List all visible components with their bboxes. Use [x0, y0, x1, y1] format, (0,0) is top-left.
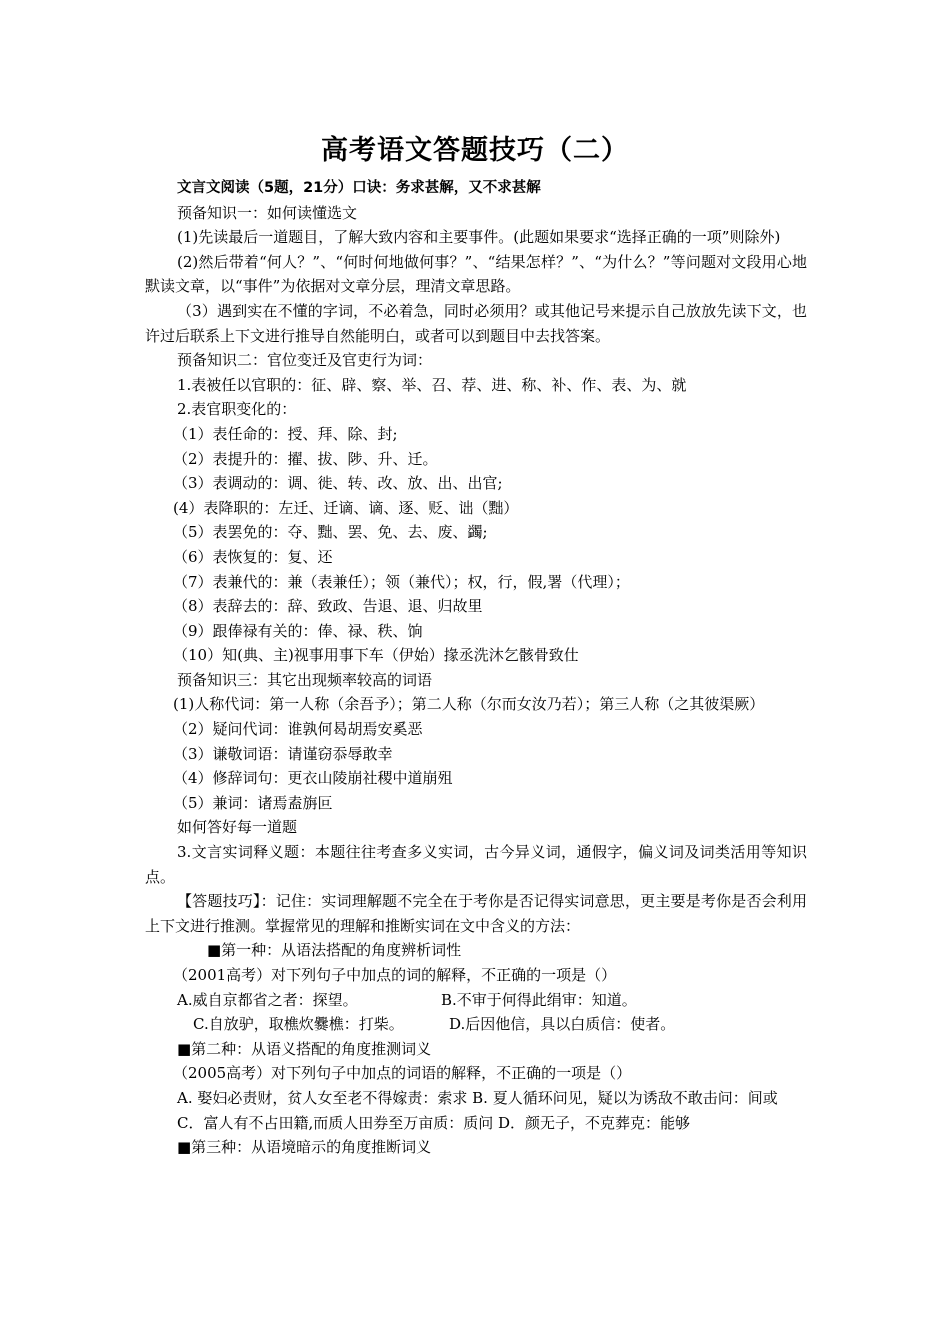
paragraph: 2.表官职变化的： — [177, 400, 297, 419]
question-stem: （2001高考）对下列句子中加点的词的解释，不正确的一项是（） — [173, 966, 617, 984]
options-row — [145, 1012, 807, 1037]
list-item: （6）表恢复的：复、还 — [173, 547, 333, 566]
paragraph: 【答题技巧】：记住：实词理解题不完全在于考你是否记得实词意思，更主要是考你是否会利用上下文进行推测。掌握常见的理解和推断实词在文中含义的方法： — [145, 892, 807, 935]
paragraph: 1.表被任以官职的：征、辟、察、举、召、荐、进、称、补、作、表、为、就 — [177, 375, 687, 394]
list-item: （10）知(典、主)视事用事下车（伊始）掾丞洗沐乞骸骨致仕 — [173, 646, 579, 665]
paragraph: 预备知识三：其它出现频率较高的词语 — [177, 670, 433, 689]
paragraph: 如何答好每一道题 — [177, 818, 298, 837]
document-body — [145, 176, 807, 1160]
option-d: D.后因他信，具以白质信：使者。 — [449, 1015, 676, 1034]
options-line: A. 娶妇必责财，贫人女至老不得嫁责：索求 B. 夏人循环问见，疑以为诱敌不敢击问：间或 — [177, 1088, 778, 1107]
list-item: (4）表降职的：左迁、迁谪、谪、逐、贬、诎（黜） — [173, 498, 519, 517]
list-item: （1）表任命的：授、拜、除、封; — [173, 424, 398, 443]
paragraph: 预备知识一：如何读懂选文 — [177, 203, 358, 222]
list-item: （8）表辞去的：辞、致政、告退、退、归故里 — [173, 597, 483, 616]
list-item: （2）表提升的：擢、拔、陟、升、迁。 — [173, 449, 438, 468]
list-item: （5）兼词：诸焉盍旃叵 — [173, 793, 333, 812]
options-line: C．富人有不占田籍,而质人田券至万亩质：质问 D．颜无子，不克葬克：能够 — [177, 1113, 691, 1132]
option-b: B.不审于何得此绢审：知道。 — [441, 990, 637, 1009]
paragraph: (2)然后带着“何人？”、“何时何地做何事？”、“结果怎样？”、“为什么？”等问题对文段用心地默读文章，以“事件”为依据对文章分层，理清文章思路。 — [145, 252, 807, 296]
list-item: (1)人称代词：第一人称（余吾予）；第二人称（尔而女汝乃若）；第三人称（之其彼渠厥） — [173, 695, 765, 714]
question-stem: （2005高考）对下列句子中加点的词语的解释，不正确的一项是（） — [173, 1064, 632, 1083]
method-heading: ■第二种：从语义搭配的角度推测词义 — [177, 1039, 432, 1058]
options-row — [145, 988, 807, 1013]
paragraph: 3.文言实词释义题：本题往往考查多义实词，古今异义词，通假字，偏义词及词类活用等知识点。 — [145, 843, 807, 886]
list-item: （2）疑问代词：谁孰何曷胡焉安奚恶 — [173, 720, 423, 739]
list-item: （5）表罢免的：夺、黜、罢、免、去、废、蠲; — [173, 523, 488, 542]
method-heading: ■第三种：从语境暗示的角度推断词义 — [177, 1138, 432, 1157]
option-a: A.威自京都省之者：探望。 — [177, 990, 358, 1009]
list-item: （9）跟俸禄有关的：俸、禄、秩、饷 — [173, 621, 423, 640]
document-title: 高考语文答题技巧（二） — [321, 135, 629, 166]
paragraph: (1)先读最后一道题目，了解大致内容和主要事件。(此题如果要求“选择正确的一项”则除外) — [177, 228, 781, 247]
paragraph: （3）遇到实在不懂的字词，不必着急，同时必须用？或其他记号来提示自己放放先读下文，也许过后联系上下文进行推导自然能明白，或者可以到题目中去找答案。 — [145, 301, 807, 345]
section-heading-classical-reading: 文言文阅读（5题，21分）口诀：务求甚解，又不求甚解 — [177, 180, 541, 196]
option-c: C.自放驴，取樵炊爨樵：打柴。 — [193, 1015, 404, 1034]
paragraph: 预备知识二：官位变迁及官吏行为词： — [177, 351, 433, 370]
list-item: （4）修辞词句：更衣山陵崩社稷中道崩殂 — [173, 769, 453, 788]
method-heading: ■第一种：从语法搭配的角度辨析词性 — [207, 941, 462, 960]
list-item: （3）谦敬词语：请谨窃忝辱敢幸 — [173, 744, 393, 763]
list-item: （3）表调动的：调、徙、转、改、放、出、出官; — [173, 474, 503, 493]
list-item: （7）表兼代的：兼（表兼任）；领（兼代）；权，行，假,署（代理）； — [173, 572, 630, 591]
